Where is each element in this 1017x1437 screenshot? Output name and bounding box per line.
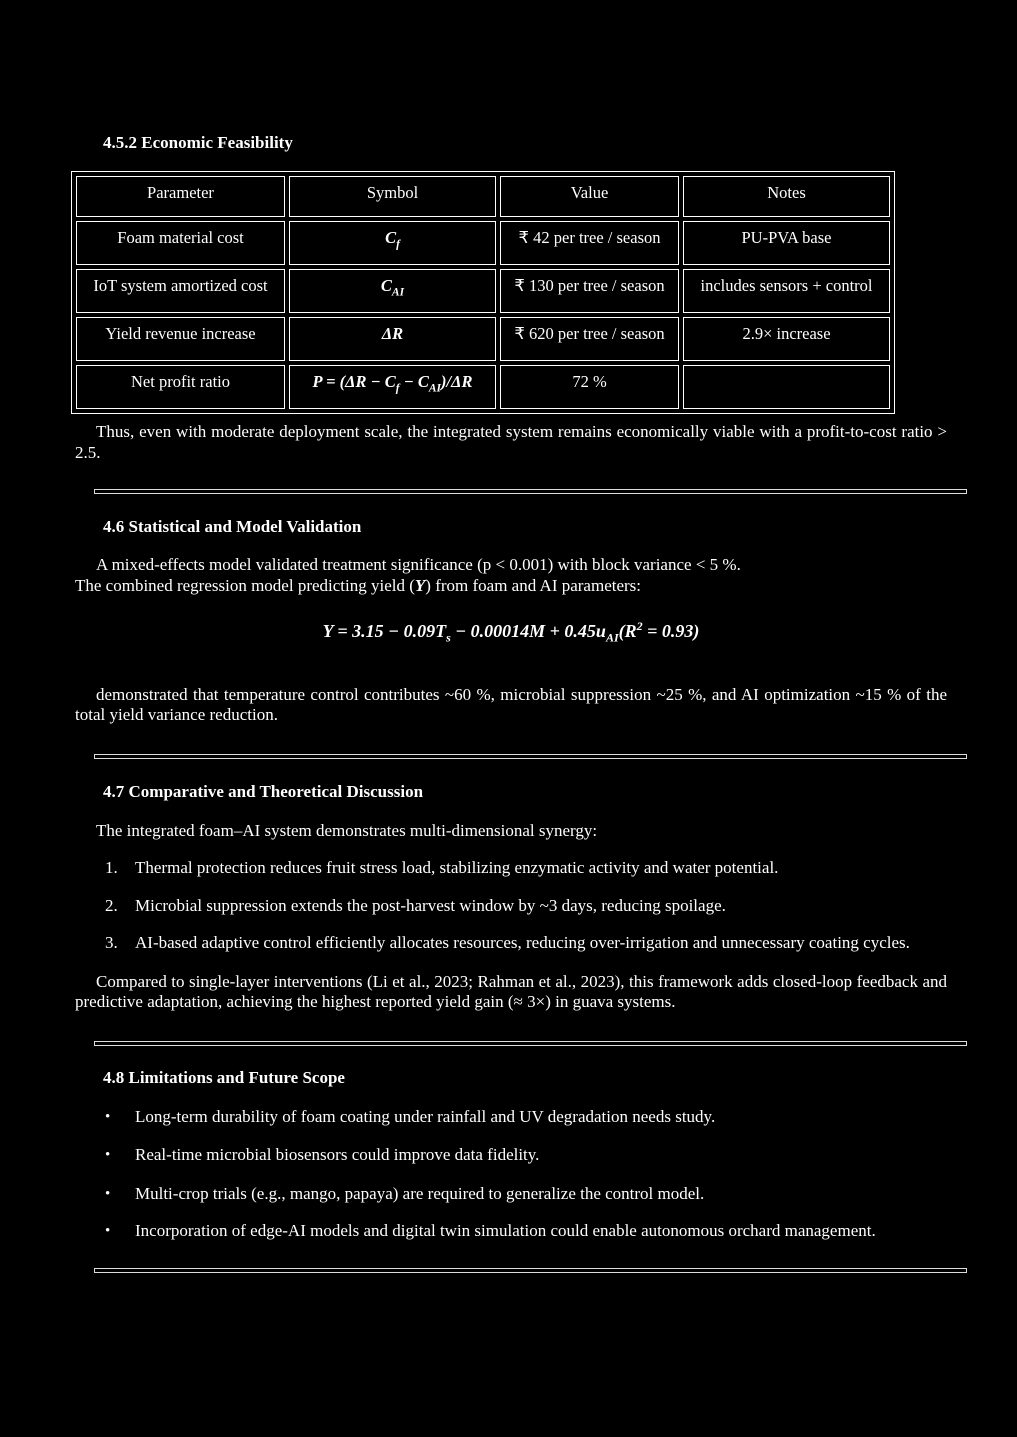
table-header-row [76,176,890,217]
paragraph-synergy-intro: The integrated foam–AI system demonstrates multi-dimensional synergy: [96,820,598,840]
document-content [75,0,947,1273]
list-item-text: AI-based adaptive control efficiently allocates resources, reducing over-irrigation and unnecessary coating cycles. [135,933,910,953]
list-item-text: Thermal protection reduces fruit stress load, stabilizing enzymatic activity and water potential. [135,858,779,878]
table-row [76,317,890,361]
bullet-item-text: Real-time microbial biosensors could improve data fidelity. [135,1145,540,1165]
bullet-marker: • [105,1147,111,1164]
col-header-value: Value [500,176,679,217]
cell-notes: 2.9× increase [683,317,890,361]
paragraph-economic-conclusion: Thus, even with moderate deployment scale, the integrated system remains economically viable with a profit-to-cost ratio > 2.5. [75,422,947,462]
numbered-list-item [75,896,947,917]
bullet-item-text: Long-term durability of foam coating under rainfall and UV degradation needs study. [135,1106,716,1126]
bullet-list-item [75,1184,947,1205]
section-heading-comparative-discussion: 4.7 Comparative and Theoretical Discussion [103,781,424,801]
paragraph-mixed-effects: A mixed-effects model validated treatment significance (p < 0.001) with block variance < 5 %. The combined regression model predicting yield (Y) from foam and AI parameters: [75,555,741,595]
variable-y: Y [414,575,426,595]
section-divider [94,754,967,759]
section-divider [94,489,967,494]
cell-parameter: Foam material cost [76,221,285,265]
cell-symbol-formula: $P = (\Delta R - C_f - C_{AI})/\Delta R$ [289,365,496,409]
section-heading-limitations: 4.8 Limitations and Future Scope [103,1067,345,1087]
list-item-text: Microbial suppression extends the post-harvest window by ~3 days, reducing spoilage. [135,895,726,915]
regression-equation: $Y = 3.15 - 0.09T_s - 0.00014M + 0.45u_{AI}(R^2 = 0.93)$ [322,619,700,645]
bullet-list-item [75,1221,947,1242]
numbered-list-item [75,858,947,879]
cell-symbol: $C_f$ [289,221,496,265]
cell-value: ₹ 620 per tree / season [500,317,679,361]
cell-parameter: Yield revenue increase [76,317,285,361]
list-number: 2. [105,895,118,915]
bullet-item-text: Incorporation of edge-AI models and digital twin simulation could enable autonomous orchard management. [135,1221,876,1241]
col-header-parameter: Parameter [76,176,285,217]
bullet-marker: • [105,1108,111,1125]
paragraph-variance-contributions: demonstrated that temperature control contributes ~60 %, microbial suppression ~25 %, and AI optimization ~15 % of the total yield variance reduction. [75,684,947,725]
section-divider [94,1268,967,1273]
paragraph-comparison: Compared to single-layer interventions (Li et al., 2023; Rahman et al., 2023), this framework adds closed-loop feedback and predictive adaptation, achieving the highest reported yield gain (≈ 3×) in guava systems. [75,971,947,1012]
economic-feasibility-table [71,171,895,414]
col-header-symbol: Symbol [289,176,496,217]
cell-parameter: IoT system amortized cost [76,269,285,313]
table-row [76,365,890,409]
cell-symbol: ΔR [289,317,496,361]
cell-value: ₹ 130 per tree / season [500,269,679,313]
bullet-list-item [75,1145,947,1166]
bullet-list-item [75,1107,947,1128]
cell-notes: PU-PVA base [683,221,890,265]
col-header-notes: Notes [683,176,890,217]
numbered-list-item [75,933,947,954]
cell-parameter: Net profit ratio [76,365,285,409]
list-number: 3. [105,933,118,953]
bullet-marker: • [105,1185,111,1202]
cell-value: ₹ 42 per tree / season [500,221,679,265]
section-divider [94,1041,967,1046]
bullet-marker: • [105,1223,111,1240]
bullet-item-text: Multi-crop trials (e.g., mango, papaya) are required to generalize the control model. [135,1183,705,1203]
cell-value: 72 % [500,365,679,409]
table-row [76,221,890,265]
cell-notes: includes sensors + control [683,269,890,313]
section-heading-economic-feasibility: 4.5.2 Economic Feasibility [103,133,293,152]
section-heading-statistical-validation: 4.6 Statistical and Model Validation [103,517,362,536]
list-number: 1. [105,858,118,878]
cell-notes [683,365,890,409]
cell-symbol: $C_{AI}$ [289,269,496,313]
table-row [76,269,890,313]
